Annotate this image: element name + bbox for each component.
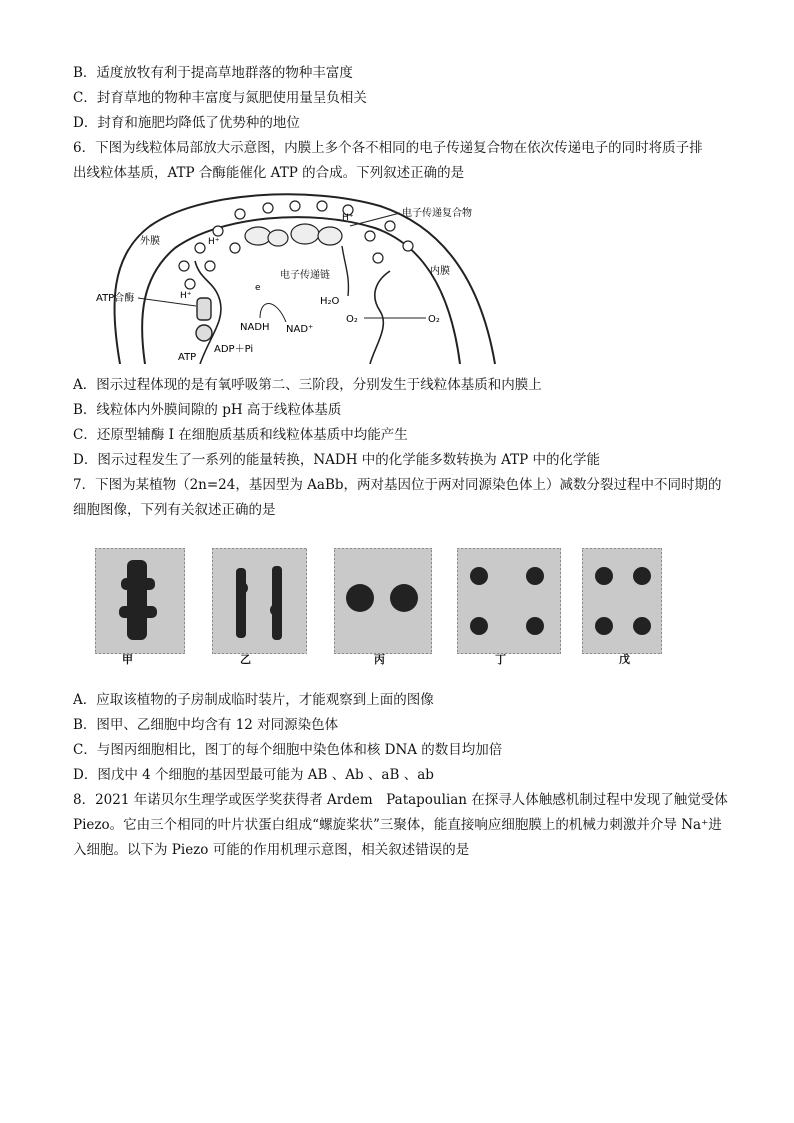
q6-stem-line2: 出线粒体基质，ATP 合酶能催化 ATP 的合成。下列叙述正确的是: [73, 165, 465, 181]
cell-label-wu: 戊: [619, 653, 630, 666]
q6-option-c: C．还原型辅酶 I 在细胞质基质和线粒体基质中均能产生: [73, 427, 408, 443]
q7-option-a: A．应取该植物的子房制成临时装片，才能观察到上面的图像: [73, 692, 434, 708]
label-h-plus-1: H⁺: [208, 237, 220, 247]
q5-option-d: D．封育和施肥均降低了优势种的地位: [73, 115, 300, 131]
cell-label-yi: 乙: [240, 653, 251, 666]
label-electron: e: [255, 283, 261, 293]
cell-label-jia: 甲: [122, 653, 133, 666]
mitochondrion-diagram: [90, 186, 510, 364]
q7-stem-line2: 细胞图像，下列有关叙述正确的是: [73, 502, 276, 518]
label-nadh: NADH: [240, 322, 270, 333]
q7-option-b: B．图甲、乙细胞中均含有 12 对同源染色体: [73, 717, 339, 733]
cell-label-bing: 丙: [374, 653, 385, 666]
atp-synthase-shape: [196, 298, 212, 341]
q5-option-c: C．封育草地的物种丰富度与氮肥使用量呈负相关: [73, 90, 367, 106]
label-chain: 电子传递链: [280, 270, 330, 281]
q7-stem-line1: 7．下图为某植物（2n=24，基因型为 AaBb，两对基因位于两对同源染色体上）减数分裂过程中不同时期的: [73, 477, 722, 493]
label-atp: ATP: [178, 352, 197, 363]
q6-option-b: B．线粒体内外膜间隙的 pH 高于线粒体基质: [73, 402, 342, 418]
q5-option-b: B．适度放牧有利于提高草地群落的物种丰富度: [73, 65, 353, 81]
label-o2-right: O₂: [428, 314, 440, 325]
cell-label-ding: 丁: [495, 653, 506, 666]
q7-option-d: D．图戊中 4 个细胞的基因型最可能为 AB 、Ab 、aB 、ab: [73, 767, 434, 783]
label-h-plus-3: H⁺: [180, 291, 192, 301]
label-adp-pi: ADP＋Pi: [214, 344, 254, 355]
q8-stem-line2: Piezo。它由三个相同的叶片状蛋白组成“螺旋桨状”三聚体，能直接响应细胞膜上的机械力刺激并介导 Na⁺进: [73, 817, 722, 833]
label-o2-left: O₂: [346, 314, 358, 325]
q6-stem-line1: 6．下图为线粒体局部放大示意图，内膜上多个各不相同的电子传递复合物在依次传递电子的同时将质子排: [73, 140, 703, 156]
q6-option-a: A．图示过程体现的是有氧呼吸第二、三阶段，分别发生于线粒体基质和内膜上: [73, 377, 542, 393]
label-inner-membrane: 内膜: [430, 266, 450, 277]
cell-image-bing: [334, 548, 432, 654]
label-h2o: H₂O: [320, 296, 340, 307]
label-atp-synthase: ATP合酶: [96, 293, 135, 304]
q6-option-d: D．图示过程发生了一系列的能量转换，NADH 中的化学能多数转换为 ATP 中的化学能: [73, 452, 600, 468]
q8-stem-line1: 8．2021 年诺贝尔生理学或医学奖获得者 Ardem Patapoulian 在探寻人体触感机制过程中发现了触觉受体: [73, 792, 728, 808]
label-h-plus-2: H⁺: [342, 213, 354, 223]
cell-image-wu: [582, 548, 662, 654]
q8-stem-line3: 入细胞。以下为 Piezo 可能的作用机理示意图，相关叙述错误的是: [73, 842, 470, 858]
cell-image-jia: [95, 548, 185, 654]
cell-image-yi: [212, 548, 307, 654]
label-complex: 电子传递复合物: [402, 208, 472, 219]
label-outer-membrane: 外膜: [140, 236, 160, 247]
cell-image-ding: [457, 548, 561, 654]
label-nad: NAD⁺: [286, 324, 314, 335]
q7-option-c: C．与图丙细胞相比，图丁的每个细胞中染色体和核 DNA 的数目均加倍: [73, 742, 503, 758]
electron-transport-complex: [245, 224, 342, 246]
